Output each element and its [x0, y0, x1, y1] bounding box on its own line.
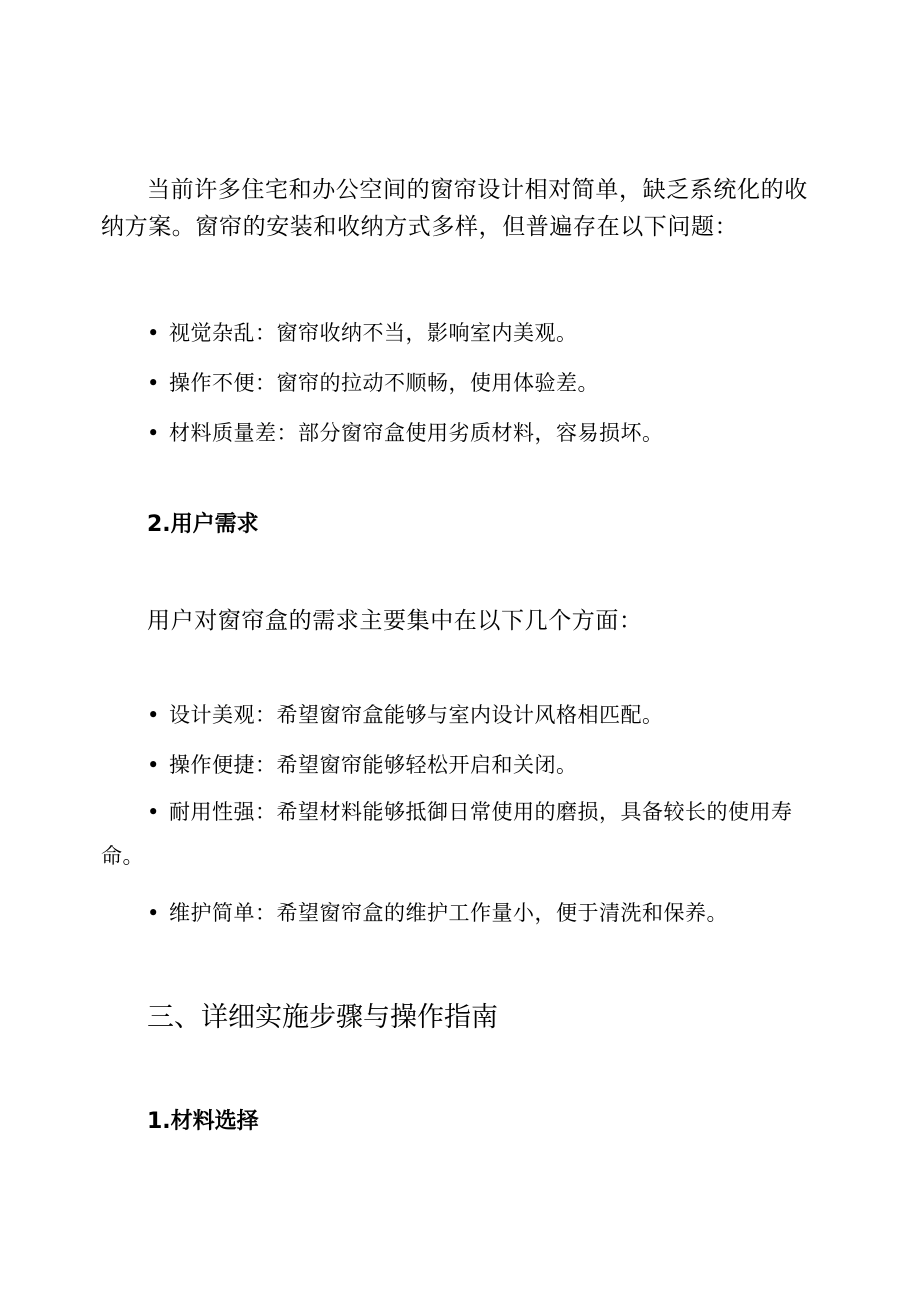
need-text: 耐用性强：希望材料能够抵御日常使用的磨损，具备较长的使用寿命。 [101, 800, 793, 868]
bullet-icon: • [147, 703, 160, 727]
need-text: 操作便捷：希望窗帘能够轻松开启和关闭。 [169, 753, 578, 777]
problem-text: 操作不便：窗帘的拉动不顺畅，使用体验差。 [169, 371, 599, 395]
bullet-icon: • [147, 321, 160, 345]
bullet-icon: • [147, 753, 160, 777]
need-item-2 [101, 743, 819, 787]
bullet-icon: • [147, 371, 160, 395]
bullet-icon: • [147, 421, 160, 445]
problem-text: 材料质量差：部分窗帘盒使用劣质材料，容易损坏。 [169, 421, 664, 445]
need-text: 设计美观：希望窗帘盒能够与室内设计风格相匹配。 [169, 703, 664, 727]
subheading-material-selection: 1.材料选择 [147, 1109, 259, 1134]
subheading-user-needs: 2.用户需求 [147, 512, 259, 537]
problem-item-2 [101, 361, 819, 405]
problem-text: 视觉杂乱：窗帘收纳不当，影响室内美观。 [169, 321, 578, 345]
bullet-icon: • [147, 901, 160, 925]
user-needs-intro: 用户对窗帘盒的需求主要集中在以下几个方面： [147, 608, 643, 634]
need-text: 维护简单：希望窗帘盒的维护工作量小，便于清洗和保养。 [169, 901, 728, 925]
need-item-4 [101, 891, 819, 935]
intro-paragraph: 当前许多住宅和办公空间的窗帘设计相对简单，缺乏系统化的收纳方案。窗帘的安装和收纳方式多样，但普遍存在以下问题： [101, 177, 808, 240]
problem-item-1 [101, 311, 819, 355]
need-item-1 [101, 693, 819, 737]
need-item-3 [101, 790, 819, 878]
section-heading: 三、详细实施步骤与操作指南 [147, 1002, 498, 1033]
problem-item-3 [101, 411, 819, 455]
bullet-icon: • [147, 800, 160, 824]
